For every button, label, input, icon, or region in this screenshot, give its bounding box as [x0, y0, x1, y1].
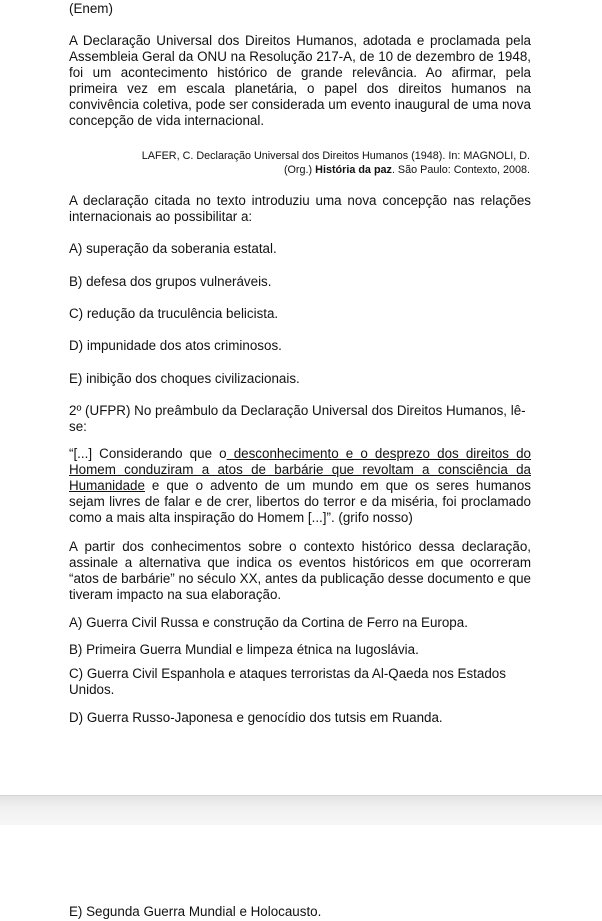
- question-2-header: 2º (UFPR) No preâmbulo da Declaração Universal dos Direitos Humanos, lê-se:: [69, 403, 526, 434]
- q2-option-a[interactable]: A) Guerra Civil Russa e construção da Cortina de Ferro na Europa.: [69, 615, 468, 630]
- q1-option-d[interactable]: D) impunidade dos atos criminosos.: [69, 338, 282, 353]
- page-break-gap: [0, 795, 602, 826]
- q1-option-a[interactable]: A) superação da soberania estatal.: [69, 241, 277, 256]
- citation-book-title: História da paz: [315, 164, 392, 176]
- question-1-source: (Enem): [69, 1, 113, 16]
- q1-option-c[interactable]: C) redução da truculência belicista.: [69, 306, 279, 321]
- q1-option-b[interactable]: B) defesa dos grupos vulneráveis.: [69, 274, 272, 289]
- question-1-text: A Declaração Universal dos Direitos Humanos, adotada e proclamada pela Assembleia Geral da ONU na Resolução 217-A, de 10 de dezembro de 1948, foi um acontecimento histórico de grande relevância. Ao afirmar, pela primeira vez em escala planetária, o papel dos direitos humanos na convivência coletiva, pode ser considerada um evento inaugural de uma nova concepção de vida internacional.: [69, 33, 531, 128]
- citation-line-1: LAFER, C. Declaração Universal dos Direitos Humanos (1948). In: MAGNOLI, D.: [141, 150, 530, 162]
- quote-underlined-text: desconhecimento e o desprezo dos direitos do Homem conduziram a atos de barbárie que revoltam a consciência da Humanidade: [69, 446, 532, 493]
- q2-option-d[interactable]: D) Guerra Russo-Japonesa e genocídio dos tutsis em Ruanda.: [69, 710, 443, 725]
- q2-option-c[interactable]: C) Guerra Civil Espanhola e ataques terroristas da Al-Qaeda nos Estados Unidos.: [69, 666, 506, 697]
- citation-line-2: (Org.) História da paz. São Paulo: Contexto, 2008.: [283, 164, 530, 176]
- q2-option-b[interactable]: B) Primeira Guerra Mundial e limpeza étnica na Iugoslávia.: [69, 642, 419, 657]
- question-1-prompt: A declaração citada no texto introduziu uma nova concepção nas relações internacionais ao possibilitar a:: [69, 193, 531, 224]
- q2-option-e[interactable]: E) Segunda Guerra Mundial e Holocausto.: [69, 904, 322, 919]
- question-2-prompt: A partir dos conhecimentos sobre o contexto histórico dessa declaração, assinale a alternativa que indica os eventos históricos em que ocorreram “atos de barbárie” no século XX, antes da publicação desse documento e que tiveram impacto na sua elaboração.: [69, 539, 531, 602]
- q1-option-e[interactable]: E) inibição dos choques civilizacionais.: [69, 371, 300, 386]
- document-page-2: [0, 825, 602, 921]
- question-2-quote: “[...] Considerando que o desconhecimento e o desprezo dos direitos do Homem conduziram a atos de barbárie que revoltam a consciência da Humanidade e que o advento de um mundo em que os seres humanos sejam livres de falar e de crer, libertos do terror e da miséria, foi proclamado como a mais alta inspiração do Homem [...]”. (grifo nosso): [69, 446, 532, 525]
